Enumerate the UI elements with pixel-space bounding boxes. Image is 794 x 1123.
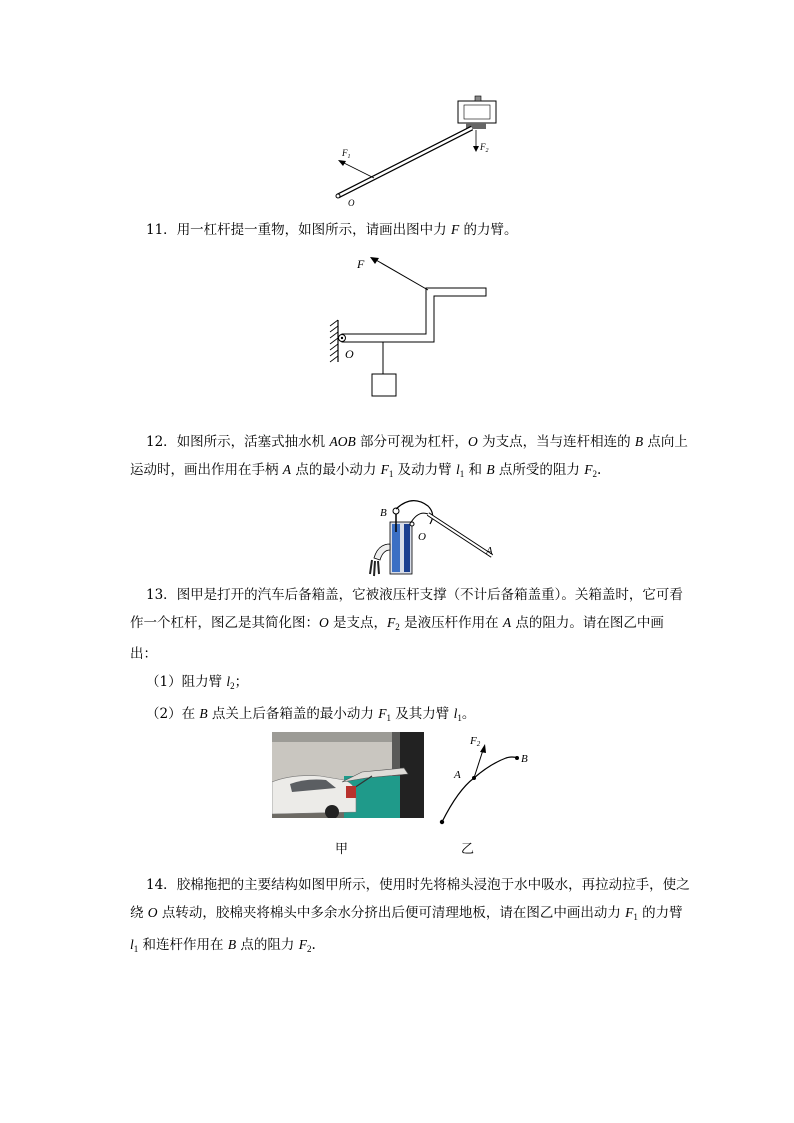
weight — [372, 374, 396, 396]
question-14 — [130, 872, 690, 963]
q12-aob: AOB — [329, 434, 356, 449]
trunk-lever-diagram — [430, 728, 540, 828]
q14-f1: F — [625, 905, 634, 920]
q13-item2-b: B — [199, 706, 208, 721]
label-f2: F2 — [470, 735, 481, 748]
q12-a: A — [282, 462, 292, 477]
q14-t5: 点的阻力 — [236, 937, 299, 953]
pivot-o — [336, 194, 340, 198]
q12-t2: 部分可视为杠杆， — [355, 434, 469, 450]
label-f2: $F_2$ — [480, 142, 489, 154]
phone-button — [475, 96, 481, 101]
question-11 — [130, 216, 690, 244]
q13-item-2 — [130, 700, 690, 732]
q13-t1: 图甲是打开的汽车后备箱盖，它被液压杆支撑（不计后备箱盖重）。关箱盖时，它可看作一个杠杆，图乙是其简化图： — [130, 587, 683, 631]
q14-f1-sub: 1 — [633, 912, 638, 922]
q13-number: 13． — [146, 587, 177, 603]
point-o — [440, 820, 444, 824]
label-a: A — [486, 545, 493, 557]
pivot-o — [410, 522, 414, 526]
q12-t5: 点的最小动力 — [291, 462, 381, 478]
label-f1: $F_1$ — [342, 148, 351, 160]
q13-item2-e: 。 — [461, 706, 476, 722]
q12-b2: B — [486, 462, 495, 477]
q11-figure — [320, 250, 500, 405]
q13-o: O — [319, 615, 329, 630]
wall-hatch — [330, 320, 338, 362]
q13-text — [130, 582, 690, 668]
q14-l1-sub: 1 — [133, 944, 139, 954]
q14-t2: 点转动，胶棉夹将棉头中多余水分挤出后便可清理地板，请在图乙中画出动力 — [157, 905, 626, 921]
label-o: O — [418, 531, 426, 543]
lever-curve — [442, 757, 518, 822]
label-o: O — [345, 347, 354, 361]
f1-arrow — [342, 162, 374, 178]
q13-item1-b: ； — [234, 674, 249, 690]
q12-o: O — [468, 434, 478, 449]
q12-number: 12． — [146, 434, 177, 450]
q13-t4: 点的阻力。请在图乙中画出： — [130, 615, 664, 662]
pivot-bracket — [396, 501, 433, 524]
q12-t4: 点向上运动时，画出作用在手柄 — [130, 434, 688, 478]
q13-item2-a: （2）在 — [146, 706, 200, 722]
q14-f2: F — [298, 937, 307, 952]
q13-item1-a: （1）阻力臂 — [146, 674, 227, 690]
pump-handle-inner — [428, 514, 492, 556]
label-b: B — [521, 753, 528, 765]
q14-f2-sub: 2 — [306, 944, 312, 954]
point-b — [515, 756, 519, 760]
q13-t3: 是液压杆作用在 — [399, 615, 503, 631]
q12-t9: . — [596, 462, 602, 478]
q13-item1-sub: 2 — [230, 681, 235, 691]
q14-o: O — [147, 905, 158, 920]
water-drip — [370, 560, 379, 576]
question-12 — [130, 428, 690, 488]
pivot-dot — [341, 337, 343, 339]
q14-text — [130, 872, 690, 963]
q11-text-b: 的力臂。 — [459, 222, 518, 238]
q13-item2-d: 及其力臂 — [390, 706, 454, 722]
q13-item2-lsub: 1 — [457, 713, 462, 723]
q12-b: B — [634, 434, 644, 449]
label-f: F — [357, 257, 365, 271]
bent-lever — [342, 288, 486, 342]
q13-item2-l: l — [453, 706, 458, 721]
q12-l1: l — [455, 462, 460, 477]
q13-f2-sub: 2 — [395, 622, 400, 632]
q12-text — [130, 428, 690, 488]
q12-figure — [360, 492, 510, 587]
q14-t1: 胶棉拖把的主要结构如图甲所示，使用时先将棉头浸泡于水中吸水，再拉动拉手，使之绕 — [130, 877, 690, 921]
q13-item1-l: l — [226, 674, 231, 689]
q14-t4: 和连杆作用在 — [138, 937, 228, 953]
q12-t7: 和 — [464, 462, 487, 478]
phone-screen — [464, 105, 490, 119]
q13-a: A — [502, 615, 512, 630]
q14-l1: l — [130, 937, 134, 952]
q11-number: 11． — [146, 222, 177, 238]
caption-jia: 甲 — [335, 842, 349, 857]
label-o: O — [348, 198, 355, 208]
selfie-stick-inner — [338, 128, 472, 196]
q13-t2: 是支点， — [328, 615, 388, 631]
q13-item2-c: 点关上后备箱盖的最小动力 — [207, 706, 379, 722]
q12-t1: 如图所示，活塞式抽水机 — [176, 434, 330, 450]
car-trunk-photo — [272, 732, 424, 818]
q14-t3: 的力臂 — [637, 905, 683, 921]
q12-t3: 为支点，当与连杆相连的 — [477, 434, 635, 450]
q13-item-1 — [130, 668, 690, 700]
label-b: B — [380, 507, 387, 519]
photo-taillight — [346, 786, 356, 798]
q13-item2-f: F — [378, 706, 387, 721]
q11-force-f: F — [450, 222, 460, 237]
q13-item2-fsub: 1 — [386, 713, 391, 723]
q12-f2-sub: 2 — [592, 469, 597, 479]
pump-side — [404, 524, 410, 572]
q11-text-a: 用一杠杆提一重物，如图所示，请画出图中力 — [176, 222, 451, 238]
f1-arrowhead — [338, 160, 346, 166]
force-f-arrow — [376, 260, 428, 290]
caption-yi: 乙 — [461, 842, 475, 857]
q12-t8: 点所受的阻力 — [494, 462, 585, 478]
f2-arrowhead — [480, 744, 486, 753]
q12-l1-sub: 1 — [459, 469, 465, 479]
f2-arrowhead — [473, 146, 479, 152]
q14-t6: . — [311, 937, 316, 953]
question-13 — [130, 582, 690, 732]
q12-t6: 及动力臂 — [393, 462, 456, 478]
q12-f2: F — [584, 462, 593, 477]
q13-f2: F — [387, 615, 396, 630]
q14-b: B — [227, 937, 237, 952]
q12-f1: F — [380, 462, 389, 477]
photo-door — [400, 732, 424, 818]
q10-figure — [320, 90, 520, 210]
q12-f1-sub: 1 — [388, 469, 394, 479]
pump-spout — [374, 544, 390, 560]
label-a: A — [454, 769, 461, 781]
q14-number: 14． — [146, 877, 177, 893]
